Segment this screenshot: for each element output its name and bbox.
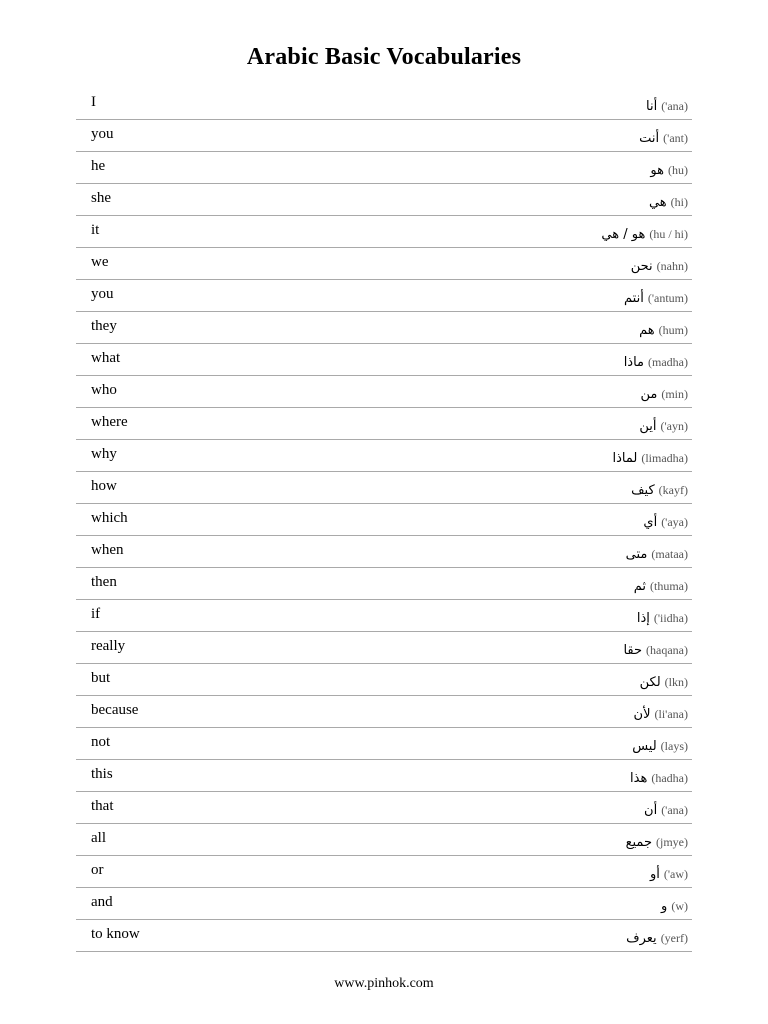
transliteration: (thuma) [650,579,688,593]
vocab-row [76,344,692,376]
transliteration: ('aw) [663,867,688,881]
footer-url: www.pinhok.com [334,976,434,991]
arabic-word: هو [650,163,664,178]
translation [626,929,688,947]
vocab-row [76,120,692,152]
english-word: not [91,734,111,750]
arabic-word: و [661,899,668,914]
arabic-word: متى [625,547,648,562]
transliteration: (mataa) [651,547,688,561]
translation [613,449,689,467]
vocab-row [76,536,692,568]
english-word: you [91,286,114,302]
english-word: you [91,126,114,142]
english-word: they [91,318,117,334]
english-word: where [91,414,128,430]
english-word: all [91,830,106,846]
vocabulary-list [76,88,692,952]
translation [640,673,688,691]
arabic-word: هذا [630,771,648,786]
arabic-word: ليس [632,739,657,754]
english-word: but [91,670,111,686]
transliteration: (jmye) [656,835,688,849]
arabic-word: نحن [630,259,653,274]
transliteration: (yerf) [660,931,688,945]
vocab-row [76,728,692,760]
vocab-row [76,504,692,536]
transliteration: (hu) [668,163,688,177]
transliteration: (hadha) [651,771,688,785]
transliteration: (hu / hi) [649,227,688,241]
arabic-word: أين [639,419,657,434]
arabic-word: جميع [625,835,652,850]
transliteration: (madha) [648,355,688,369]
vocab-row [76,632,692,664]
translation [634,705,688,723]
translation [634,577,688,595]
vocab-row [76,216,692,248]
translation [631,257,688,275]
vocab-row [76,760,692,792]
arabic-word: ثم [633,579,646,594]
vocab-row [76,152,692,184]
english-word: how [91,478,117,494]
transliteration: ('ayn) [660,419,688,433]
english-word: we [91,254,109,270]
arabic-word: إذا [636,611,650,626]
vocab-row [76,856,692,888]
transliteration: (hum) [658,323,688,337]
translation [624,353,688,371]
transliteration: ('iidha) [653,611,688,625]
arabic-word: هي [648,195,667,210]
english-word: she [91,190,111,206]
english-word: that [91,798,114,814]
transliteration: ('ana) [661,803,688,817]
arabic-word: هو / هي [601,227,646,242]
arabic-word: يعرف [626,931,657,946]
vocab-row [76,568,692,600]
english-word: because [91,702,139,718]
english-word: and [91,894,113,910]
english-word: then [91,574,117,590]
translation [650,161,688,179]
english-word: this [91,766,113,782]
vocab-row [76,792,692,824]
transliteration: ('ant) [663,131,688,145]
transliteration: (limadha) [641,451,688,465]
vocab-row [76,600,692,632]
transliteration: (kayf) [658,483,688,497]
transliteration: (min) [661,387,688,401]
translation [644,801,688,819]
arabic-word: أي [643,515,658,530]
english-word: I [91,94,96,110]
arabic-word: من [640,387,658,402]
translation [601,225,688,243]
english-word: what [91,350,121,366]
english-word: who [91,382,117,398]
arabic-word: ماذا [623,355,645,370]
translation [643,513,688,531]
english-word: or [91,862,104,878]
vocab-row [76,888,692,920]
translation [639,417,688,435]
transliteration: (hi) [670,195,688,209]
translation [650,865,688,883]
translation [640,385,688,403]
vocab-row [76,280,692,312]
translation [624,289,688,307]
transliteration: (w) [671,899,688,913]
arabic-word: أنا [645,99,658,114]
arabic-word: أنتم [624,291,644,306]
vocab-row [76,408,692,440]
english-word: when [91,542,124,558]
vocab-row [76,696,692,728]
translation [631,481,688,499]
arabic-word: أن [644,803,658,818]
arabic-word: لكن [639,675,661,690]
arabic-word: كيف [631,483,655,498]
page-title: Arabic Basic Vocabularies [246,44,522,70]
translation [630,769,688,787]
vocab-row [76,664,692,696]
english-word: it [91,222,100,238]
english-word: to know [91,926,140,942]
vocab-row [76,472,692,504]
translation [623,641,688,659]
vocab-row [76,824,692,856]
transliteration: (nahn) [656,259,688,273]
arabic-word: أنت [639,131,660,146]
translation [639,321,688,339]
vocab-row [76,920,692,952]
translation [632,737,688,755]
english-word: he [91,158,106,174]
arabic-word: لأن [633,707,651,722]
translation [661,897,688,915]
translation [639,129,688,147]
transliteration: ('ana) [661,99,688,113]
vocab-row [76,248,692,280]
translation [626,833,688,851]
translation [626,545,688,563]
transliteration: (lays) [660,739,688,753]
vocab-row [76,312,692,344]
vocab-row [76,440,692,472]
transliteration: ('aya) [661,515,688,529]
transliteration: (li'ana) [654,707,688,721]
english-word: which [91,510,128,526]
arabic-word: هم [639,323,655,338]
transliteration: (haqana) [646,643,688,657]
english-word: if [91,606,101,622]
vocab-row [76,88,692,120]
translation [646,97,688,115]
arabic-word: لماذا [612,451,638,466]
arabic-word: حقا [623,643,643,658]
arabic-word: أو [649,867,660,882]
transliteration: (lkn) [664,675,688,689]
translation [649,193,688,211]
vocab-row [76,376,692,408]
english-word: why [91,446,117,462]
translation [637,609,688,627]
english-word: really [91,638,126,654]
vocab-row [76,184,692,216]
transliteration: ('antum) [647,291,688,305]
